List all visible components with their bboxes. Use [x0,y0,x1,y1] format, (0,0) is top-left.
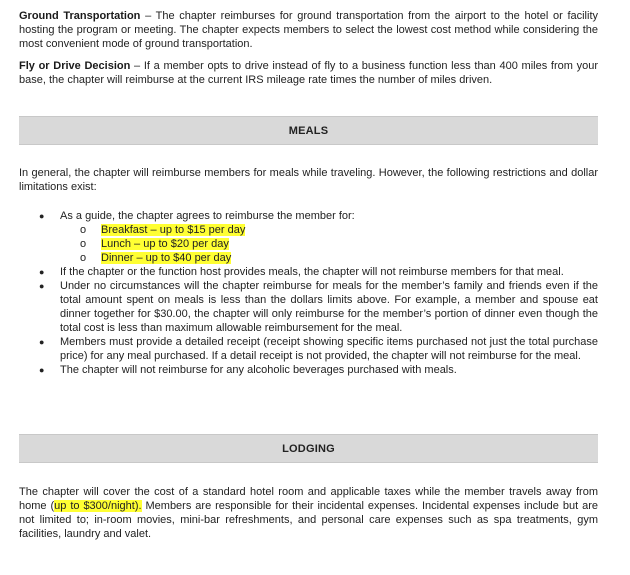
meal-rule-text: Members must provide a detailed receipt (receipt showing specific items purchased not just the total purchase price) for any meal purchased. If a detail receipt is not provided, the chapter will not reimburse for the meal. [60,336,598,362]
lodging-heading: LODGING [282,442,335,455]
ground-transportation-title: Ground Transportation [19,10,141,22]
sub-bullet-marker: o [80,224,87,236]
lodging-text-after: Members are responsible for their incidental expenses. Incidental expenses include but are not limited to; in-room movies, mini-bar refreshments, and personal care expenses such as spa treatments, gym facilities, laundry and valet. [19,500,598,540]
bullet-icon: ● [39,365,45,375]
meals-rules-list [19,209,598,377]
meal-rule-text: The chapter will not reimburse for any alcoholic beverages purchased with meals. [60,364,457,376]
bullet-icon: ● [39,337,45,347]
fly-or-drive-paragraph [19,59,598,87]
meal-limit-lunch [60,237,598,251]
meal-limit-text: Breakfast – up to $15 per day [101,224,246,236]
bullet-icon: ● [39,267,45,277]
fly-or-drive-title: Fly or Drive Decision [19,60,131,72]
meal-rule-text: If the chapter or the function host provides meals, the chapter will not reimburse members for that meal. [60,266,564,278]
bullet-icon: ● [39,281,45,291]
meals-section-header [19,116,598,145]
fly-or-drive-text: – If a member opts to drive instead of fly to a business function less than 400 miles from your base, the chapter will reimburse at the current IRS mileage rate times the number of miles driven. [19,60,598,86]
meal-limit-text: Dinner – up to $40 per day [101,252,232,264]
list-item [19,335,598,363]
list-item [19,265,598,279]
meals-intro-paragraph [19,166,598,194]
ground-transportation-paragraph [19,9,598,51]
meal-limit-dinner [60,251,598,265]
bullet-icon: ● [39,211,45,221]
sub-bullet-marker: o [80,238,87,250]
lodging-section-header [19,434,598,463]
meal-guide-text: As a guide, the chapter agrees to reimburse the member for: [60,210,355,222]
lodging-paragraph [19,485,598,541]
meal-limit-breakfast [60,223,598,237]
ground-transportation-text: – The chapter reimburses for ground transportation from the airport to the hotel or facility hosting the program or meeting. The chapter expects members to select the lowest cost method while considering the most convenient mode of ground transportation. [19,10,598,50]
lodging-text-before: The chapter will cover the cost of a standard hotel room and applicable taxes while the member travels away from home ( [19,486,598,512]
list-item [19,279,598,335]
meal-limits-list [60,223,598,265]
meals-heading: MEALS [288,124,329,137]
meal-rule-text: Under no circumstances will the chapter reimburse for meals for the member’s family and friends even if the total amount spent on meals is less than the dollars limits above. For example, a member and spouse eat dinner together for $30.00, the chapter will only reimburse for the member’s portion of dinner even though the total cost is less than maximum allowable reimbursement for the meal. [60,280,598,334]
list-item [19,363,598,377]
list-item [19,209,598,265]
sub-bullet-marker: o [80,252,87,264]
lodging-rate-highlight: up to $300/night). [54,500,142,512]
meals-intro-text: In general, the chapter will reimburse members for meals while traveling. However, the following restrictions and dollar limitations exist: [19,167,598,193]
meal-limit-text: Lunch – up to $20 per day [101,238,229,250]
